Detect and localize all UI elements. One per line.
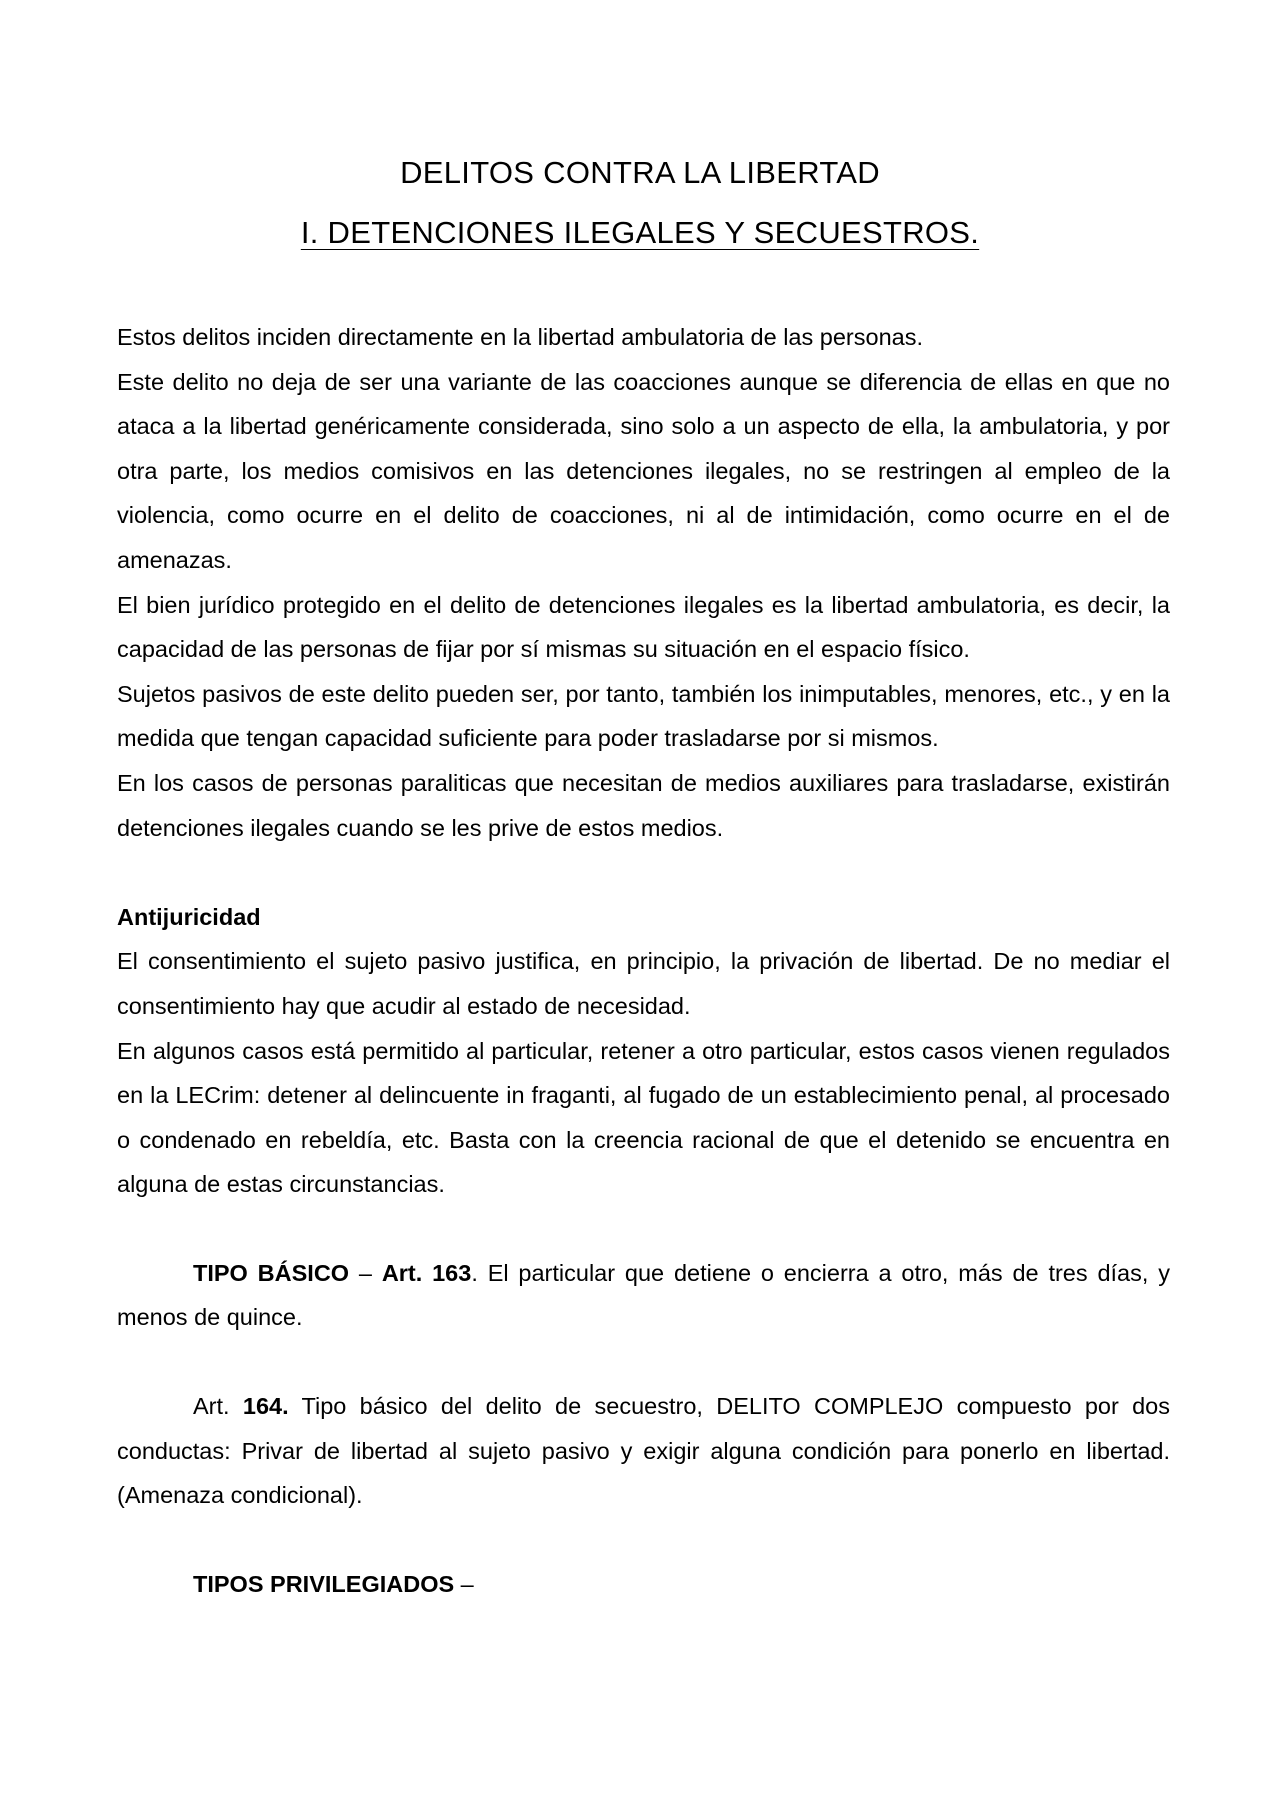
document-body [117,315,1170,1606]
paragraph-coacciones: Este delito no deja de ser una variante de las coacciones aunque se diferencia de ellas en que no ataca a la libertad genéricamente considerada, sino solo a un aspecto de ella, la ambulatoria, y por otra parte, los medios comisivos en las detenciones ilegales, no se restringen al empleo de la violencia, como ocurre en el delito de coacciones, ni al de intimidación, como ocurre en el de amenazas. [117,368,1170,573]
document-title: DELITOS CONTRA LA LIBERTAD [400,155,880,190]
tipo-basico-label: TIPO BÁSICO [193,1259,350,1286]
spacer [117,1518,1170,1562]
tipo-basico-article: Art. 163 [381,1259,472,1286]
paragraph-intro: Estos delitos inciden directamente en la libertad ambulatoria de las personas. [117,324,923,350]
art164-prefix: Art. [193,1393,243,1420]
subtitle-text: I. DETENCIONES ILEGALES Y SECUESTROS. [300,215,980,250]
tipo-basico-text: . El particular que detiene o encierra a otro, más de tres días, y menos de quince. [117,1259,1170,1331]
spacer [117,850,1170,895]
tipos-privilegiados-dash: – [454,1570,474,1597]
heading-antijuricidad [117,895,1170,940]
paragraph-tipo-basico [117,1251,1170,1340]
tipos-privilegiados-label: TIPOS PRIVILEGIADOS [193,1570,455,1597]
heading-antijuricidad-text: Antijuricidad [117,903,261,930]
document-subtitle [0,214,1280,252]
spacer [117,1340,1170,1384]
art164-number: 164. [242,1393,289,1420]
art164-text: Tipo básico del delito de secuestro, DELITO COMPLEJO compuesto por dos conductas: Privar de libertad al sujeto pasivo y exigir alguna condición para ponerlo en libertad. (Amenaza condicional). [117,1393,1170,1509]
paragraph-consentimiento: El consentimiento el sujeto pasivo justifica, en principio, la privación de libertad. De no mediar el consentimiento hay que acudir al estado de necesidad. [117,948,1170,1019]
tipo-basico-dash: – [349,1259,382,1286]
paragraph-tipos-privilegiados [117,1562,1170,1607]
paragraph-paraliticas: En los casos de personas paraliticas que necesitan de medios auxiliares para trasladarse, existirán detenciones ilegales cuando se les prive de estos medios. [117,769,1170,841]
paragraph-lecrim: En algunos casos está permitido al particular, retener a otro particular, estos casos vienen regulados en la LECrim: detener al delincuente in fraganti, al fugado de un establecimiento penal, al procesado o condenado en rebeldía, etc. Basta con la creencia racional de que el detenido se encuentra en alguna de estas circunstancias. [117,1037,1170,1198]
paragraph-sujetos-pasivos: Sujetos pasivos de este delito pueden ser, por tanto, también los inimputables, menores, etc., y en la medida que tengan capacidad suficiente para poder trasladarse por si mismos. [117,680,1170,752]
spacer [117,1207,1170,1251]
paragraph-art164 [117,1384,1170,1518]
paragraph-bien-juridico: El bien jurídico protegido en el delito de detenciones ilegales es la libertad ambulatoria, es decir, la capacidad de las personas de fijar por sí mismas su situación en el espacio físico. [117,591,1170,663]
